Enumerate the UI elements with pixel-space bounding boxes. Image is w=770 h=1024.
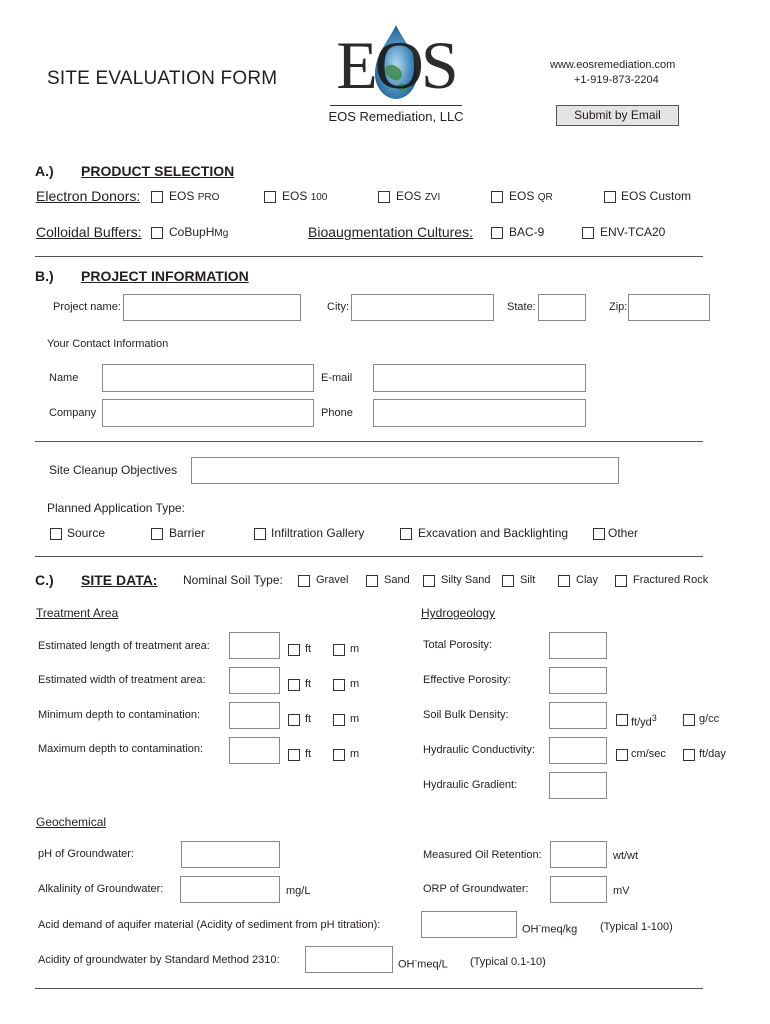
gcc-checkbox[interactable] (683, 714, 695, 726)
eos-qr-checkbox[interactable] (491, 191, 503, 203)
typical-1-100-label: (Typical 1-100) (600, 921, 673, 933)
eos-zvi-label: EOS ZVI (396, 189, 441, 203)
orp-input[interactable] (550, 876, 607, 903)
mgl-label: mg/L (286, 885, 311, 897)
sand-checkbox[interactable] (366, 575, 378, 587)
phone-label: Phone (321, 407, 353, 419)
eos-100-label: EOS 100 (282, 189, 328, 203)
oil-retention-label: Measured Oil Retention: (423, 849, 542, 861)
bioaugmentation-label: Bioaugmentation Cultures: (308, 224, 473, 240)
min-depth-m-checkbox[interactable] (333, 714, 345, 726)
section-b-title: PROJECT INFORMATION (81, 268, 249, 284)
state-input[interactable] (538, 294, 586, 321)
hydraulic-conductivity-label: Hydraulic Conductivity: (423, 744, 535, 756)
contact-heading: Your Contact Information (47, 338, 169, 350)
other-checkbox[interactable] (593, 528, 605, 540)
infiltration-gallery-label: Infiltration Gallery (271, 526, 365, 540)
section-c-title: SITE DATA: (81, 572, 158, 588)
soil-type-label: Nominal Soil Type: (183, 573, 283, 587)
cmsec-label: cm/sec (631, 748, 666, 760)
typical-0-1-10-label: (Typical 0.1-10) (470, 956, 546, 968)
length-ft-label: ft (305, 643, 312, 655)
section-a-letter: A.) (35, 163, 54, 179)
clay-label: Clay (576, 574, 599, 586)
email-label: E-mail (321, 372, 353, 384)
eos-custom-checkbox[interactable] (604, 191, 616, 203)
section-b-letter: B.) (35, 268, 54, 284)
eos-pro-checkbox[interactable] (151, 191, 163, 203)
wtwt-label: wt/wt (613, 850, 639, 862)
gravel-label: Gravel (316, 574, 349, 586)
length-m-label: m (350, 643, 360, 655)
width-ft-checkbox[interactable] (288, 679, 300, 691)
excavation-label: Excavation and Backlighting (418, 526, 569, 540)
silt-checkbox[interactable] (502, 575, 514, 587)
logo-text: EOS (336, 27, 456, 103)
project-name-input[interactable] (123, 294, 301, 321)
cobuphmg-checkbox[interactable] (151, 227, 163, 239)
company-name: EOS Remediation, LLC (328, 109, 464, 124)
cleanup-objectives-input[interactable] (191, 457, 619, 484)
phone-input[interactable] (373, 399, 586, 427)
max-depth-label: Maximum depth to contamination: (38, 743, 204, 755)
city-label: City: (327, 301, 349, 313)
min-depth-ft-checkbox[interactable] (288, 714, 300, 726)
phone-number: +1-919-873-2204 (574, 74, 659, 86)
clay-checkbox[interactable] (558, 575, 570, 587)
zip-input[interactable] (628, 294, 710, 321)
effective-porosity-label: Effective Porosity: (423, 674, 511, 686)
colloidal-buffers-label: Colloidal Buffers: (36, 224, 142, 240)
other-label: Other (608, 526, 639, 540)
zip-label: Zip: (609, 301, 628, 313)
hydraulic-conductivity-input[interactable] (549, 737, 607, 764)
email-input[interactable] (373, 364, 586, 392)
company-label: Company (49, 407, 97, 419)
gravel-checkbox[interactable] (298, 575, 310, 587)
section-a-title: PRODUCT SELECTION (81, 163, 235, 179)
submit-by-email-button[interactable] (556, 105, 679, 126)
max-depth-input[interactable] (229, 737, 280, 764)
ph-input[interactable] (181, 841, 280, 868)
divider-bottom (35, 988, 703, 989)
cmsec-checkbox[interactable] (616, 749, 628, 761)
barrier-label: Barrier (169, 526, 206, 540)
section-c-letter: C.) (35, 572, 54, 588)
company-input[interactable] (102, 399, 314, 427)
hydrogeology-heading: Hydrogeology (421, 606, 496, 620)
gcc-label: g/cc (699, 713, 720, 725)
fractured-rock-checkbox[interactable] (615, 575, 627, 587)
alkalinity-input[interactable] (180, 876, 280, 903)
fractured-rock-label: Fractured Rock (633, 574, 709, 586)
eos-100-checkbox[interactable] (264, 191, 276, 203)
acid-demand-label: Acid demand of aquifer material (Acidity of sediment from pH titration): (38, 919, 381, 931)
silty-sand-label: Silty Sand (441, 574, 491, 586)
form-title: SITE EVALUATION FORM (47, 68, 278, 89)
name-input[interactable] (102, 364, 314, 392)
sand-label: Sand (384, 574, 410, 586)
width-m-label: m (350, 678, 360, 690)
oil-retention-input[interactable] (550, 841, 607, 868)
min-depth-ft-label: ft (305, 713, 312, 725)
width-m-checkbox[interactable] (333, 679, 345, 691)
orp-label: ORP of Groundwater: (423, 883, 529, 895)
city-input[interactable] (351, 294, 494, 321)
eos-pro-label: EOS PRO (169, 189, 220, 203)
length-ft-checkbox[interactable] (288, 644, 300, 656)
meql-label: OH-meq/L (398, 956, 448, 971)
divider-a (35, 256, 703, 257)
total-porosity-input[interactable] (549, 632, 607, 659)
acidity-input[interactable] (305, 946, 393, 973)
effective-porosity-input[interactable] (549, 667, 607, 694)
silty-sand-checkbox[interactable] (423, 575, 435, 587)
project-name-label: Project name: (53, 301, 121, 313)
ftyd3-checkbox[interactable] (616, 714, 628, 726)
ph-label: pH of Groundwater: (38, 848, 134, 860)
acidity-label: Acidity of groundwater by Standard Method 2310: (38, 954, 280, 966)
excavation-checkbox[interactable] (400, 528, 412, 540)
env-tca20-checkbox[interactable] (582, 227, 594, 239)
mv-label: mV (613, 885, 630, 897)
divider-b1 (35, 441, 703, 442)
geochemical-heading: Geochemical (36, 815, 107, 829)
max-depth-m-checkbox[interactable] (333, 749, 345, 761)
application-type-label: Planned Application Type: (47, 501, 185, 515)
width-label: Estimated width of treatment area: (38, 674, 206, 686)
submit-label: Submit by Email (574, 108, 661, 122)
eos-zvi-checkbox[interactable] (378, 191, 390, 203)
max-depth-m-label: m (350, 748, 360, 760)
name-label: Name (49, 372, 79, 384)
width-ft-label: ft (305, 678, 312, 690)
eos-qr-label: EOS QR (509, 189, 553, 203)
company-logo (328, 22, 464, 128)
treatment-area-heading: Treatment Area (36, 606, 119, 620)
bulk-density-input[interactable] (549, 702, 607, 729)
source-checkbox[interactable] (50, 528, 62, 540)
env-tca20-label: ENV-TCA20 (600, 225, 666, 239)
min-depth-m-label: m (350, 713, 360, 725)
width-input[interactable] (229, 667, 280, 694)
acid-demand-input[interactable] (421, 911, 517, 938)
barrier-checkbox[interactable] (151, 528, 163, 540)
max-depth-ft-checkbox[interactable] (288, 749, 300, 761)
state-label: State: (507, 301, 536, 313)
bac-9-checkbox[interactable] (491, 227, 503, 239)
meqkg-label: OH-meq/kg (522, 921, 578, 936)
divider-b2 (35, 556, 703, 557)
source-label: Source (67, 526, 106, 540)
eos-custom-label: EOS Custom (621, 189, 692, 203)
alkalinity-label: Alkalinity of Groundwater: (38, 883, 164, 895)
length-label: Estimated length of treatment area: (38, 640, 210, 652)
website-link[interactable]: www.eosremediation.com (550, 59, 676, 71)
cobuphmg-label: CoBupHMg (169, 225, 229, 239)
electron-donors-label: Electron Donors: (36, 188, 141, 204)
max-depth-ft-label: ft (305, 748, 312, 760)
cleanup-objectives-label: Site Cleanup Objectives (49, 463, 178, 477)
bulk-density-label: Soil Bulk Density: (423, 709, 509, 721)
hydraulic-gradient-input[interactable] (549, 772, 607, 799)
silt-label: Silt (520, 574, 536, 586)
length-input[interactable] (229, 632, 280, 659)
ftday-checkbox[interactable] (683, 749, 695, 761)
ftday-label: ft/day (699, 748, 726, 760)
min-depth-input[interactable] (229, 702, 280, 729)
total-porosity-label: Total Porosity: (423, 639, 493, 651)
bac-9-label: BAC-9 (509, 225, 545, 239)
ftyd3-label: $ft/yd^3$ (631, 713, 657, 729)
infiltration-gallery-checkbox[interactable] (254, 528, 266, 540)
length-m-checkbox[interactable] (333, 644, 345, 656)
hydraulic-gradient-label: Hydraulic Gradient: (423, 779, 518, 791)
min-depth-label: Minimum depth to contamination: (38, 709, 201, 721)
